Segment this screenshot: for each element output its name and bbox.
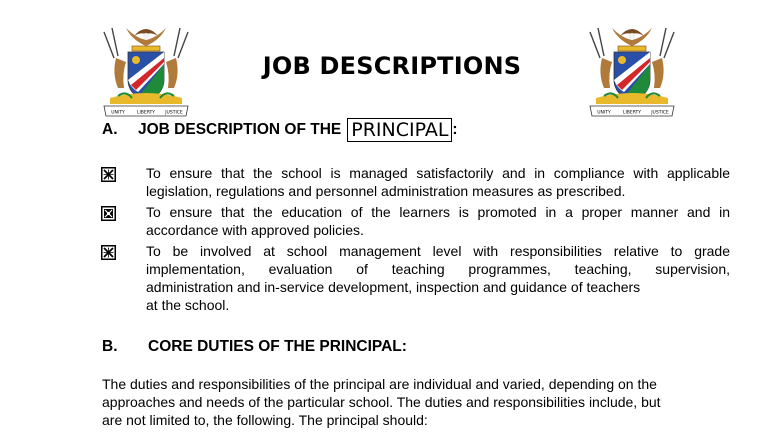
duties-paragraph bbox=[102, 375, 712, 429]
bullet-3-line-3: administration and in-service development, inspection and guidance of teachers bbox=[146, 279, 641, 295]
bullet-3-line-2: implementation, evaluation of teaching programmes, teaching, supervision, bbox=[146, 261, 730, 277]
list-item bbox=[101, 164, 731, 200]
bullet-2-line-2: accordance with approved policies. bbox=[146, 222, 364, 238]
bullet-3-line-4: at the school. bbox=[146, 297, 230, 313]
banner-right-text: JUSTICE bbox=[165, 110, 183, 116]
checkbox-x-icon bbox=[101, 167, 116, 182]
banner-right-text: JUSTICE bbox=[651, 110, 669, 116]
list-item bbox=[101, 203, 731, 239]
bullet-3-line-1: To be involved at school management level with responsibilities relative to grade bbox=[146, 243, 730, 259]
paragraph-line-3: are not limited to, the following. The principal should: bbox=[102, 412, 428, 428]
paragraph-line-1: The duties and responsibilities of the principal are individual and varied, depending on the bbox=[102, 376, 657, 392]
section-b-heading-text: CORE DUTIES OF THE PRINCIPAL: bbox=[148, 338, 407, 355]
paragraph-line-2: approaches and needs of the particular school. The duties and responsibilities include, but bbox=[102, 394, 661, 410]
section-a-colon: : bbox=[452, 121, 458, 138]
bullet-list bbox=[101, 164, 731, 314]
section-b-heading bbox=[102, 338, 407, 356]
section-a-heading bbox=[102, 118, 458, 142]
section-a-letter: A. bbox=[102, 121, 118, 138]
banner-center-text: LIBERTY bbox=[622, 110, 642, 116]
checkbox-pattern-icon bbox=[101, 206, 116, 221]
bullet-2-line-1: To ensure that the education of the learners is promoted in a proper manner and in bbox=[146, 204, 730, 220]
section-b-letter: B. bbox=[102, 338, 118, 355]
list-item bbox=[101, 242, 731, 314]
banner-center-text: LIBERTY bbox=[136, 110, 156, 116]
checkbox-x-icon bbox=[101, 245, 116, 260]
banner-left-text: UNITY bbox=[597, 110, 611, 116]
section-a-heading-text: JOB DESCRIPTION OF THE bbox=[138, 121, 342, 138]
page-title: JOB DESCRIPTIONS bbox=[262, 52, 522, 80]
banner-left-text: UNITY bbox=[111, 110, 125, 116]
principal-boxed-word: PRINCIPAL bbox=[347, 118, 452, 142]
bullet-1-line-1: To ensure that the school is managed satisfactorily and in compliance with applicable bbox=[146, 165, 730, 181]
bullet-1-line-2: legislation, regulations and personnel administration measures as prescribed. bbox=[146, 183, 626, 199]
